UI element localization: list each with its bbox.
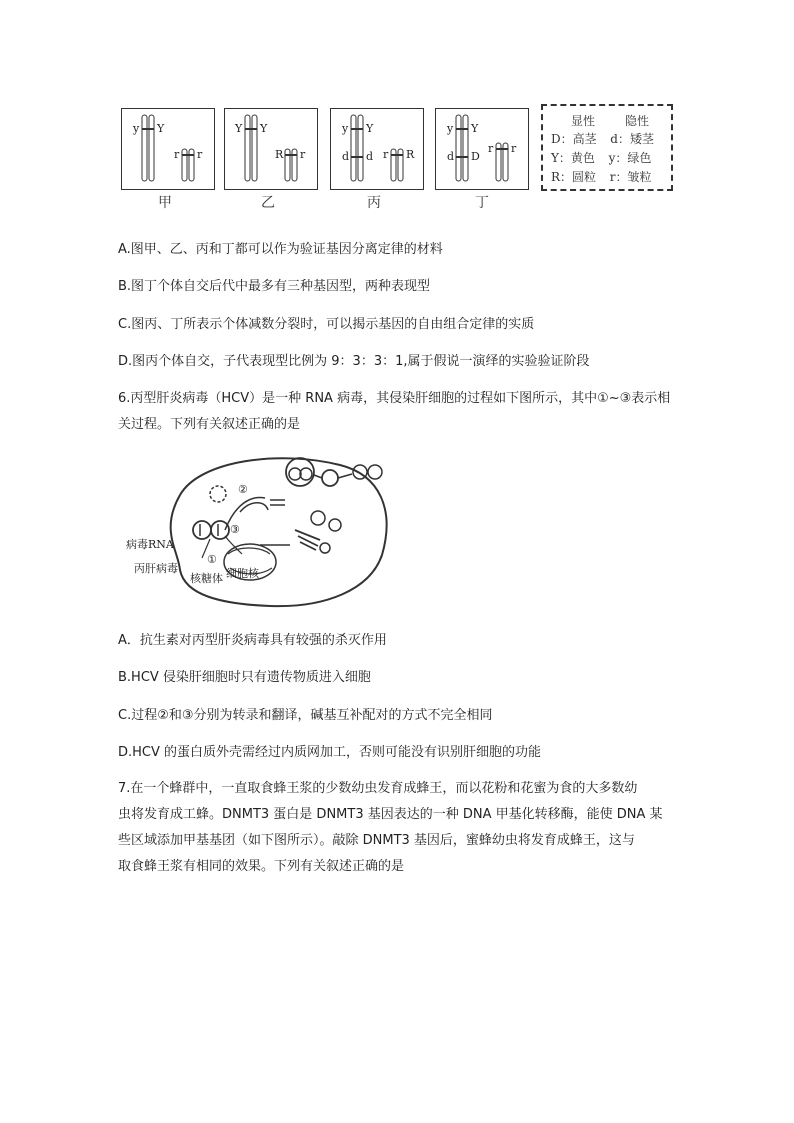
panel-bing [330,108,424,190]
allele-label: y [447,122,454,135]
allele-label: Y [260,122,268,135]
q7-line1: 7.在一个蜂群中，一直取食蜂王浆的少数幼虫发育成蜂王，而以花粉和花蜜为食的大多数幼 [118,781,638,796]
allele-label: Y [157,122,165,135]
q6-option-b: B.HCV 侵染肝细胞时只有遗传物质进入细胞 [118,670,371,685]
allele-label: Y [366,122,374,135]
allele-label: r [300,148,306,161]
allele-label: Y [235,122,243,135]
allele-legend [541,104,673,191]
allele-label: d [366,150,374,163]
allele-label: r [511,142,517,155]
allele-label: r [488,142,494,155]
q5-option-b: B.图丁个体自交后代中最多有三种基因型，两种表现型 [118,279,431,294]
legend-row: D：高茎 d：矮茎 [551,132,654,146]
q7-line4: 取食蜂王浆有相同的效果。下列有关叙述正确的是 [118,859,405,874]
allele-label: D [471,150,480,163]
allele-label: r [174,148,180,161]
allele-label: R [275,148,284,161]
allele-label: Y [471,122,479,135]
q6-stem-line1: 6.丙型肝炎病毒（HCV）是一种 RNA 病毒，其侵染肝细胞的过程如下图所示，其中①~③表示相 [118,391,671,406]
q5-option-c: C.图丙、丁所表示个体减数分裂时，可以揭示基因的自由组合定律的实质 [118,317,535,332]
q6-stem-line2: 关过程。下列有关叙述正确的是 [118,417,301,432]
panel-jia [121,108,215,190]
legend-header-dominant: 显性 [571,114,596,128]
q7-line2: 虫将发育成工蜂。DNMT3 蛋白是 DNMT3 基因表达的一种 DNA 甲基化转移酶，能使 DNA 某 [118,807,663,822]
q6-option-c: C.过程②和③分别为转录和翻译，碱基互补配对的方式不完全相同 [118,708,493,723]
allele-label: r [383,148,389,161]
panel-caption: 丙 [367,195,381,211]
panel-caption: 甲 [158,195,172,211]
allele-label: d [342,150,350,163]
allele-label: R [406,148,415,161]
q6-option-d: D.HCV 的蛋白质外壳需经过内质网加工，否则可能没有识别肝细胞的功能 [118,745,542,760]
label-step3: ③ [230,523,240,536]
allele-label: y [133,122,140,135]
legend-header-recessive: 隐性 [625,114,650,128]
label-hcv: 丙肝病毒 [134,562,178,575]
allele-label: d [447,150,455,163]
cell-diagram-icon [120,450,390,610]
q5-option-d: D.图丙个体自交，子代表现型比例为 9：3：3：1,属于假说一演绎的实验验证阶段 [118,354,590,369]
label-step2: ② [238,483,248,496]
allele-label: r [197,148,203,161]
panel-caption: 乙 [261,195,275,211]
label-virus-rna: 病毒RNA [126,538,174,551]
q5-option-a: A.图甲、乙、丙和丁都可以作为验证基因分离定律的材料 [118,242,443,257]
panel-ding [435,108,529,190]
q6-option-a: A．抗生素对丙型肝炎病毒具有较强的杀灭作用 [118,633,387,648]
label-ribosome: 核糖体 [190,572,223,585]
hcv-infection-figure [120,450,390,610]
label-step1: ① [207,553,217,566]
q7-line3: 些区域添加甲基基团（如下图所示）。敲除 DNMT3 基因后，蜜蜂幼虫将发育成蜂王，这与 [118,833,635,848]
label-nucleus: 细胞核 [226,567,259,580]
panel-caption: 丁 [475,195,489,211]
panel-yi [224,108,318,190]
legend-row: R：圆粒 r：皱粒 [551,170,652,184]
legend-row: Y：黄色 y：绿色 [551,151,652,165]
allele-label: y [342,122,349,135]
